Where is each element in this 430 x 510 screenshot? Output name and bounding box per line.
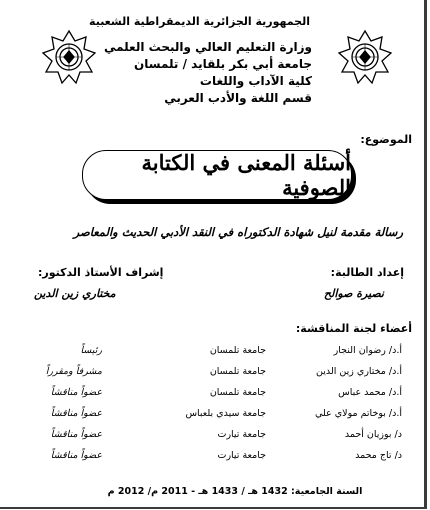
jury-member-role: عضواً مناقشاً <box>50 387 102 398</box>
jury-member-name: أ.د/ رضوان النجار <box>333 345 402 356</box>
student-name: نصيرة صوالح <box>323 287 384 300</box>
university-emblem-icon <box>336 28 394 86</box>
jury-table <box>22 345 402 471</box>
jury-row <box>22 366 402 387</box>
academic-year: السنة الجامعية: 1432 هـ / 1433 هـ - 2011 م/ 2012 م <box>107 486 363 497</box>
republic-heading: الجمهورية الجزائرية الديمقراطية الشعبية <box>89 15 310 28</box>
jury-member-name: د/ بوزيان أحمد <box>344 429 402 440</box>
jury-row <box>22 450 402 471</box>
university-name: جامعة أبي بكر بلقايد / تلمسان <box>133 57 312 71</box>
jury-member-university: جامعة تيارت <box>217 450 266 461</box>
jury-member-role: عضواً مناقشاً <box>50 429 102 440</box>
jury-row <box>22 408 402 429</box>
jury-member-name: أ.د/ مختاري زين الدين <box>315 366 402 377</box>
jury-row <box>22 345 402 366</box>
jury-member-role: رئيساً <box>80 345 102 356</box>
supervisor-label: إشراف الأستاذ الدكتور: <box>38 266 164 279</box>
supervisor-name: مختاري زين الدين <box>34 287 116 300</box>
student-label: إعداد الطالبة: <box>330 266 404 279</box>
jury-member-name: أ.د/ محمد عباس <box>338 387 402 398</box>
jury-member-name: د/ تاج محمد <box>355 450 402 461</box>
thesis-title: أسئلة المعنى في الكتابة الصوفية <box>141 150 351 200</box>
jury-row <box>22 429 402 450</box>
thesis-description: رسالة مقدمة لنيل شهادة الدكتوراه في النقد الأدبي الحديث والمعاصر <box>73 225 403 239</box>
department-name: قسم اللغة والأدب العربي <box>164 91 312 105</box>
thesis-title-box <box>82 150 352 200</box>
jury-member-university: جامعة تيارت <box>217 429 266 440</box>
jury-row <box>22 387 402 408</box>
subject-label: الموضوع: <box>360 133 412 146</box>
jury-member-university: جامعة تلمسان <box>209 387 266 398</box>
jury-member-role: عضواً مناقشاً <box>50 450 102 461</box>
university-emblem-icon <box>40 28 98 86</box>
ministry-name: وزارة التعليم العالي والبحث العلمي <box>103 40 312 54</box>
jury-member-university: جامعة سيدي بلعباس <box>185 408 266 419</box>
jury-member-role: مشرفاً ومقرراً <box>45 366 102 377</box>
jury-member-university: جامعة تلمسان <box>209 366 266 377</box>
jury-member-university: جامعة تلمسان <box>209 345 266 356</box>
jury-member-name: أ.د/ بوخاتم مولاي علي <box>314 408 402 419</box>
jury-label: أعضاء لجنة المناقشة: <box>295 322 412 335</box>
jury-member-role: عضواً مناقشاً <box>50 408 102 419</box>
faculty-name: كلية الآداب واللغات <box>199 74 312 88</box>
